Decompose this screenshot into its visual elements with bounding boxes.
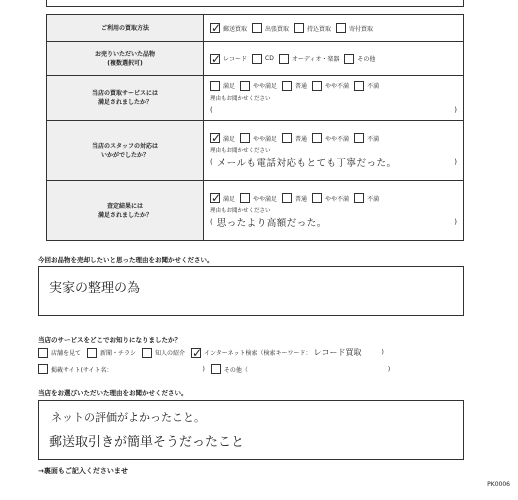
reason-label: 理由もお聞かせください [210, 208, 271, 214]
checkbox[interactable] [282, 133, 292, 143]
checkbox[interactable] [38, 348, 48, 358]
back-side-note: →裏面もご記入くださいませ [38, 467, 128, 475]
option-store[interactable]: 店舗を見て [38, 348, 81, 358]
checkbox[interactable] [354, 81, 364, 91]
reason-field[interactable]: ( 思ったより高額だった。 ) [210, 216, 457, 228]
sell-reason-box[interactable] [38, 266, 464, 316]
checkbox[interactable] [279, 54, 289, 64]
checkbox[interactable] [282, 193, 292, 203]
choice-reason-title: 当店をお選びいただいた理由をお聞かせください。 [38, 389, 188, 397]
option[interactable]: 不満 [354, 133, 379, 143]
option[interactable]: ✓ 郵送買取 [210, 23, 247, 33]
option[interactable]: 満足 [210, 81, 235, 91]
options-method [210, 23, 457, 33]
checkbox[interactable] [312, 81, 322, 91]
checkbox[interactable] [210, 81, 220, 91]
option-other[interactable]: その他（ ) [211, 364, 390, 374]
reason-answer: メールも電話対応もとても丁寧だった。 [216, 158, 397, 169]
option-referral[interactable]: 知人の紹介 [142, 348, 185, 358]
question-items-line2: (複数選択可) [107, 59, 143, 67]
checkbox[interactable] [240, 133, 250, 143]
checkbox[interactable] [344, 54, 354, 64]
survey-row-staff [47, 121, 464, 181]
reason-answer: 思ったより高額だった。 [216, 218, 327, 229]
options-service [210, 81, 457, 91]
checkbox[interactable] [354, 193, 364, 203]
choice-reason-box[interactable] [38, 400, 464, 460]
option-internet[interactable]: ✓ インターネット検索（検索キーワード： レコード買取 ) [191, 347, 384, 358]
option[interactable]: その他 [344, 54, 375, 64]
option[interactable]: やや不満 [312, 81, 349, 91]
discovery-options [38, 347, 468, 374]
checkbox[interactable] [142, 348, 152, 358]
search-keyword: レコード買取 [313, 348, 362, 357]
choice-reason-line2: 郵送取引きが簡単そうだったこと [49, 435, 245, 450]
checkbox[interactable] [354, 133, 364, 143]
reason-label: 理由もお聞かせください [210, 148, 271, 154]
checkbox[interactable] [211, 364, 221, 374]
option[interactable]: ✓ レコード [210, 54, 247, 64]
options-items [210, 54, 457, 64]
checkbox[interactable] [282, 81, 292, 91]
checkbox[interactable] [210, 54, 220, 64]
checkbox[interactable] [87, 348, 97, 358]
option[interactable]: 不満 [354, 81, 379, 91]
checkbox[interactable] [312, 133, 322, 143]
checkbox[interactable] [210, 193, 220, 203]
options-staff [210, 133, 457, 143]
option[interactable]: やや満足 [240, 81, 277, 91]
checkbox[interactable] [294, 23, 304, 33]
option-listing-site[interactable]: 掲載サイト(サイト名： ) [38, 364, 205, 374]
option[interactable]: 寄付買取 [336, 23, 373, 33]
checkbox[interactable] [210, 23, 220, 33]
checkbox[interactable] [312, 193, 322, 203]
top-frame [46, 0, 464, 7]
option[interactable]: 普通 [282, 193, 307, 203]
survey-table [46, 14, 464, 241]
survey-row-items [47, 42, 464, 76]
options-appraisal [210, 193, 457, 203]
reason-label: 理由もお聞かせください [210, 95, 271, 102]
survey-row-method [47, 15, 464, 42]
option[interactable]: やや満足 [240, 133, 277, 143]
checkbox[interactable] [191, 348, 201, 358]
option[interactable]: やや不満 [312, 133, 349, 143]
question-service: 当店の買取サービスには 満足されましたか？ [47, 76, 204, 121]
option[interactable]: やや不満 [312, 193, 349, 203]
discovery-title: 当店のサービスをどこでお知りになりましたか？ [38, 336, 181, 344]
survey-row-service [47, 76, 464, 121]
option[interactable]: 持込買取 [294, 23, 331, 33]
survey-row-appraisal [47, 181, 464, 241]
option[interactable]: 普通 [282, 81, 307, 91]
question-staff: 当店のスタッフの対応は いかがでしたか？ [47, 121, 204, 181]
option-newspaper[interactable]: 新聞・チラシ [87, 348, 136, 358]
question-method: ご利用の買取方法 [47, 15, 204, 42]
sell-reason-title: 今回お品物を売却したいと思った理由をお聞かせください。 [38, 256, 214, 264]
checkbox[interactable] [240, 193, 250, 203]
question-items-line1: お売りいただいた品物 [94, 50, 155, 58]
question-appraisal: 査定結果には 満足されましたか？ [47, 181, 204, 241]
option[interactable]: やや満足 [240, 193, 277, 203]
checkbox[interactable] [210, 133, 220, 143]
option[interactable]: ✓ 満足 [210, 193, 235, 203]
checkbox[interactable] [252, 54, 262, 64]
checkbox[interactable] [336, 23, 346, 33]
option[interactable]: 普通 [282, 133, 307, 143]
checkbox[interactable] [240, 81, 250, 91]
form-code: PK0006 [487, 481, 510, 488]
question-items [47, 42, 204, 76]
sell-reason-answer: 実家の整理の為 [49, 281, 141, 296]
reason-field[interactable]: ( ) [210, 105, 457, 114]
checkbox[interactable] [38, 364, 48, 374]
reason-field[interactable]: ( メールも電話対応もとても丁寧だった。 ) [210, 156, 457, 168]
checkbox[interactable] [252, 23, 262, 33]
option[interactable]: 不満 [354, 193, 379, 203]
option[interactable]: オーディオ・楽器 [279, 54, 340, 64]
option[interactable]: ✓ 満足 [210, 133, 235, 143]
option[interactable]: 出張買取 [252, 23, 289, 33]
choice-reason-line1: ネットの評価がよかったこと。 [51, 411, 205, 424]
option[interactable]: CD [252, 54, 274, 64]
